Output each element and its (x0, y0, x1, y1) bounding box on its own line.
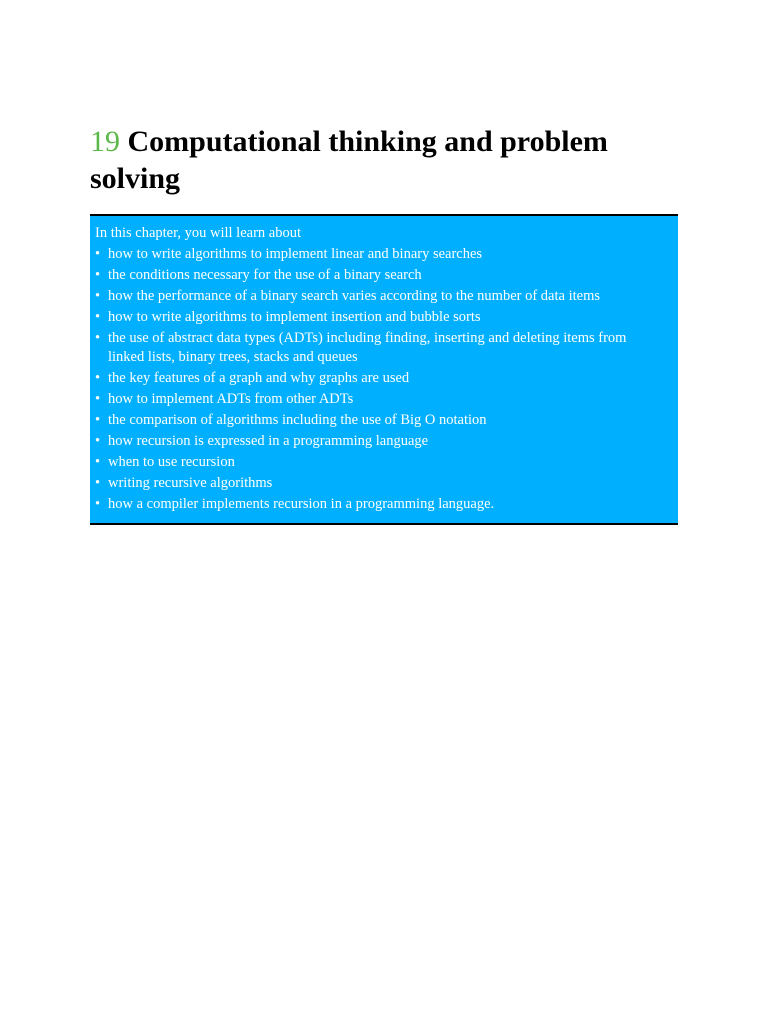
bullet-icon: • (95, 267, 101, 283)
objective-item (95, 369, 666, 388)
objective-text: how recursion is expressed in a programming language (108, 432, 429, 449)
objective-item (95, 287, 666, 306)
objective-text: writing recursive algorithms (108, 474, 273, 491)
chapter-title: Computational thinking and problem solving (90, 125, 608, 195)
chapter-number: 19 (90, 125, 120, 158)
objective-text: the comparison of algorithms including the use of Big O notation (108, 411, 487, 428)
bullet-icon: • (95, 411, 101, 428)
bullet-icon: • (95, 432, 101, 449)
objective-text: how the performance of a binary search varies according to the number of data items (108, 288, 600, 304)
bullet-icon: • (95, 330, 101, 346)
objective-item (95, 453, 666, 472)
objective-item (95, 495, 666, 514)
objective-text: how to write algorithms to implement linear and binary searches (108, 246, 483, 262)
objective-text: the use of abstract data types (ADTs) including finding, inserting and deleting items from linked lists, binary trees, stacks and queues (108, 330, 627, 365)
objective-item (95, 266, 666, 285)
bullet-icon: • (95, 288, 101, 304)
bullet-icon: • (95, 495, 101, 512)
objective-text: the key features of a graph and why graphs are used (108, 369, 410, 386)
objective-item (95, 411, 666, 430)
bullet-icon: • (95, 369, 101, 386)
objective-text: how to write algorithms to implement insertion and bubble sorts (108, 309, 481, 325)
bullet-icon: • (95, 390, 101, 407)
objectives-list (95, 245, 666, 513)
objectives-intro: In this chapter, you will learn about (95, 225, 301, 241)
objective-item (95, 308, 666, 327)
chapter-heading (90, 123, 680, 197)
objective-item (95, 329, 666, 366)
objective-text: how to implement ADTs from other ADTs (108, 390, 354, 407)
objective-item (95, 432, 666, 451)
bullet-icon: • (95, 246, 101, 262)
bullet-icon: • (95, 453, 101, 470)
objective-item (95, 390, 666, 409)
bullet-icon: • (95, 474, 101, 491)
objective-item (95, 245, 666, 264)
objective-text: when to use recursion (108, 453, 235, 470)
objective-item (95, 474, 666, 493)
learning-objectives-box (90, 214, 678, 525)
objective-text: how a compiler implements recursion in a programming language. (108, 495, 495, 512)
bullet-icon: • (95, 309, 101, 325)
objective-text: the conditions necessary for the use of a binary search (108, 267, 422, 283)
